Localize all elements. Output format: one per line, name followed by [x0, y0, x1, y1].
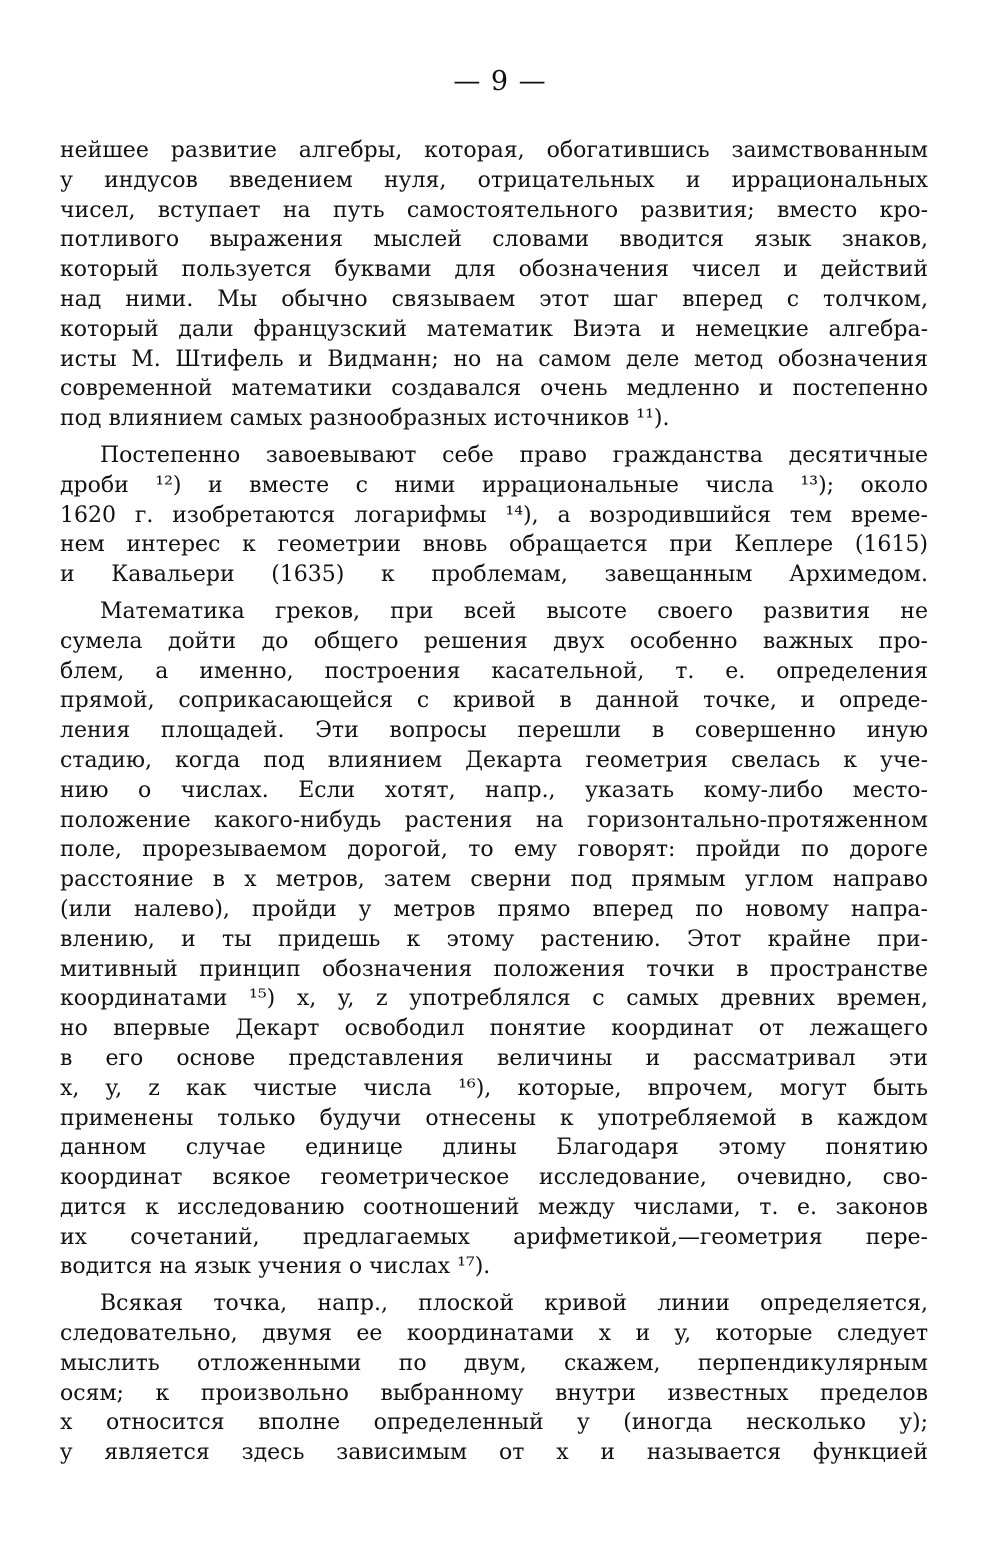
text-line: и Кавальери (1635) к проблемам, завещанным Архимедом.: [60, 562, 928, 588]
text-line: нем интерес к геометрии вновь обращается при Кеплере (1615): [60, 532, 928, 558]
text-line: поле, прорезываемом дорогой, то ему говорят: пройди по дороге: [60, 837, 928, 863]
text-line: потливого выражения мыслей словами вводится язык знаков,: [60, 227, 928, 253]
text-line: мыслить отложенными по двум, скажем, перпендикулярным: [60, 1350, 928, 1376]
text-line: но впервые Декарт освободил понятие координат от лежащего: [60, 1016, 928, 1042]
text-line: координатами ¹⁵) x, y, z употреблялся с самых древних времен,: [60, 986, 928, 1012]
text-line: сумела дойти до общего решения двух особенно важных про-: [60, 628, 928, 654]
text-line: координат всякое геометрическое исследование, очевидно, сво-: [60, 1165, 928, 1191]
page-number: — 9 —: [453, 66, 547, 97]
text-line: y является здесь зависимым от x и называется функцией: [60, 1440, 928, 1466]
text-line: Всякая точка, напр., плоской кривой линии определяется,: [100, 1291, 928, 1317]
text-line: прямой, соприкасающейся с кривой в данной точке, и опреде-: [60, 688, 928, 714]
text-line: (или налево), пройди y метров прямо вперед по новому напра-: [60, 896, 928, 922]
text-line: осям; к произвольно выбранному внутри известных пределов: [60, 1380, 928, 1406]
text-line: дится к исследованию соотношений между числами, т. е. законов: [60, 1194, 928, 1220]
paragraph-gap: [60, 590, 928, 597]
text-line: блем, а именно, построения касательной, т. е. определения: [60, 658, 928, 684]
text-line: современной математики создавался очень медленно и постепенно: [60, 376, 928, 402]
text-line: x относится вполне определенный y (иногда несколько y);: [60, 1410, 928, 1436]
text-line: Постепенно завоевывают себе право гражданства десятичные: [100, 442, 928, 468]
text-line: который дали французский математик Виэта и немецкие алгебра-: [60, 316, 928, 342]
text-line: расстояние в x метров, затем сверни под прямым углом направо: [60, 867, 928, 893]
text-line: стадию, когда под влиянием Декарта геометрия свелась к уче-: [60, 747, 928, 773]
text-line: дроби ¹²) и вместе с ними иррациональные числа ¹³); около: [60, 472, 928, 498]
text-line: исты М. Штифель и Видманн; но на самом деле метод обозначения: [60, 346, 928, 372]
text-line: нию о числах. Если хотят, напр., указать кому-либо место-: [60, 777, 928, 803]
text-line: положение какого-нибудь растения на горизонтально-протяженном: [60, 807, 928, 833]
text-line: митивный принцип обозначения положения точки в пространстве: [60, 956, 928, 982]
text-line: ления площадей. Эти вопросы перешли в совершенно иную: [60, 718, 928, 744]
paragraph-gap: [60, 1282, 928, 1289]
paragraph-gap: [60, 434, 928, 441]
text-line: применены только будучи отнесены к употребляемой в каждом: [60, 1105, 928, 1131]
text-line: влению, и ты придешь к этому растению. Этот крайне при-: [60, 926, 928, 952]
text-line: x, y, z как чистые числа ¹⁶), которые, впрочем, могут быть: [60, 1075, 928, 1101]
text-line: 1620 г. изобретаются логарифмы ¹⁴), а возродившийся тем време-: [60, 502, 928, 528]
text-line: который пользуется буквами для обозначения чисел и действий: [60, 257, 928, 283]
text-line: у индусов введением нуля, отрицательных и иррациональных: [60, 167, 928, 193]
text-line: их сочетаний, предлагаемых арифметикой,—геометрия пере-: [60, 1224, 928, 1250]
text-line: Математика греков, при всей высоте своего развития не: [100, 598, 928, 624]
text-line: над ними. Мы обычно связываем этот шаг вперед с толчком,: [60, 286, 928, 312]
body-text: [60, 136, 928, 1468]
text-line: водится на язык учения о числах ¹⁷).: [60, 1254, 491, 1280]
text-line: под влиянием самых разнообразных источников ¹¹).: [60, 406, 670, 432]
text-line: данном случае единице длины Благодаря этому понятию: [60, 1135, 928, 1161]
text-line: чисел, вступает на путь самостоятельного развития; вместо кро-: [60, 197, 928, 223]
text-line: нейшее развитие алгебры, которая, обогатившись заимствованным: [60, 138, 928, 163]
text-line: следовательно, двумя ее координатами x и y, которые следует: [60, 1321, 928, 1347]
text-line: в его основе представления величины и рассматривал эти: [60, 1045, 928, 1071]
